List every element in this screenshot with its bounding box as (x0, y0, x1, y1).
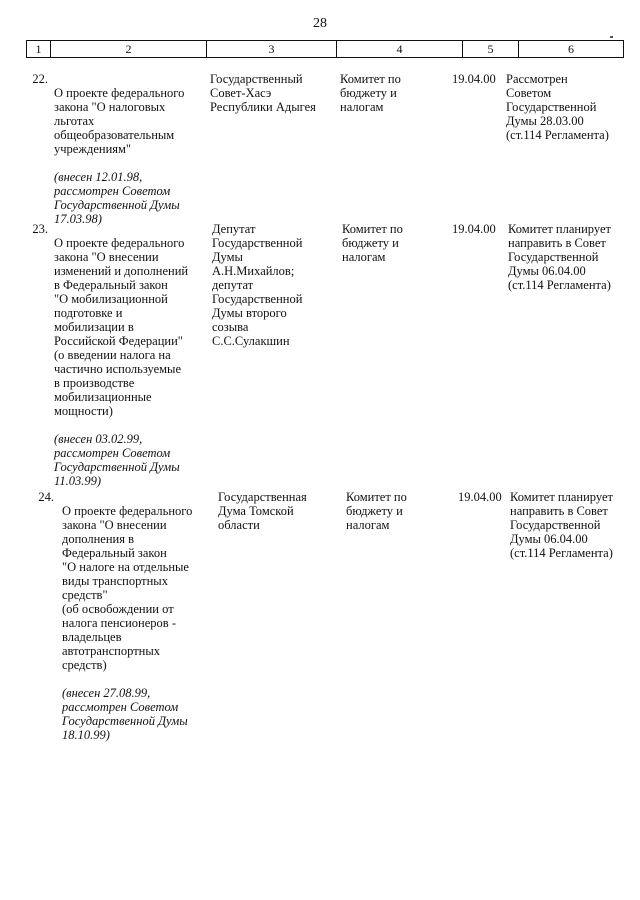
entry-committee: Комитет по бюджету и налогам (346, 490, 407, 532)
entry-title-text: О проекте федерального закона "О внесении дополнения в Федеральный закон "О налоге на отдельные виды транспортных средств" (об освобождении от налога пенсионеров - владельцев автотранспортных средств) (62, 504, 193, 672)
entry-title-text: О проекте федерального закона "О внесении изменений и дополнений в Федеральный закон "О мобилизационной подготовке и мобилизации в Российской Федерации" (о введении налога на частично используемые в производстве мобилизационные мощности) (54, 236, 189, 418)
entry-number: 24. (38, 490, 54, 504)
entry-title-text: О проекте федерального закона "О налоговых льготах общеобразовательным учреждениям" (54, 86, 185, 156)
entry-title (54, 222, 204, 502)
entry-submission-note: (внесен 12.01.98, рассмотрен Советом Государственной Думы 17.03.98) (54, 170, 180, 226)
entry-author: Государственная Дума Томской области (218, 490, 307, 532)
entry-number: 23. (32, 222, 48, 236)
entry-author: Государственный Совет-Хасэ Республики Адыгея (210, 72, 316, 114)
entry-title (62, 490, 212, 756)
entry-status: Комитет планирует направить в Совет Государственной Думы 06.04.00 (ст.114 Регламента) (508, 222, 611, 292)
column-header-row (26, 40, 624, 58)
page-number: 28 (313, 16, 327, 31)
entry-status: Рассмотрен Советом Государственной Думы 28.03.00 (ст.114 Регламента) (506, 72, 609, 142)
entry-date: 19.04.00 (452, 72, 496, 86)
entry-author: Депутат Государственной Думы А.Н.Михайлов; депутат Государственной Думы второго созыва С.С.Сулакшин (212, 222, 303, 348)
entry-title (54, 72, 204, 240)
column-header-6: 6 (568, 42, 574, 56)
column-header-3: 3 (207, 41, 337, 57)
entry-date: 19.04.00 (452, 222, 496, 236)
entry-date: 19.04.00 (458, 490, 502, 504)
column-header-4: 4 (337, 41, 463, 57)
column-header-2: 2 (51, 41, 207, 57)
entry-number: 22. (32, 72, 48, 86)
column-header-1: 1 (27, 41, 51, 57)
column-header-5: 5 (463, 41, 519, 57)
entry-status: Комитет планирует направить в Совет Государственной Думы 06.04.00 (ст.114 Регламента) (510, 490, 613, 560)
scan-artifact (610, 36, 613, 38)
entry-committee: Комитет по бюджету и налогам (340, 72, 401, 114)
entry-submission-note: (внесен 27.08.99, рассмотрен Советом Государственной Думы 18.10.99) (62, 686, 188, 742)
entry-submission-note: (внесен 03.02.99, рассмотрен Советом Государственной Думы 11.03.99) (54, 432, 180, 488)
entry-committee: Комитет по бюджету и налогам (342, 222, 403, 264)
